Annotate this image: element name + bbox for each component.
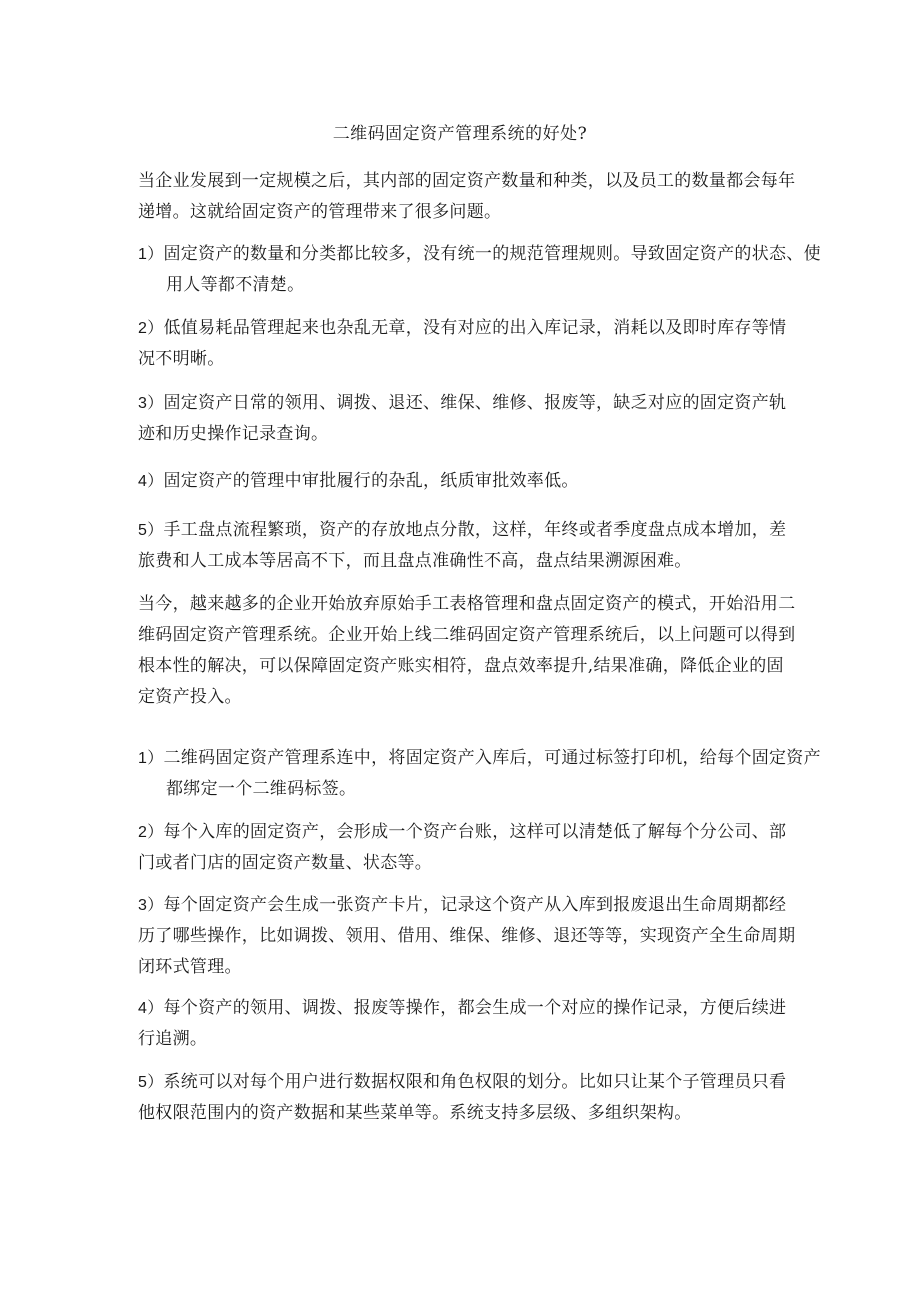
problem-number: 2） xyxy=(138,320,164,337)
benefit-item-2 xyxy=(138,817,798,879)
problem-item-1 xyxy=(138,239,826,301)
problem-text: 手工盘点流程繁琐，资产的存放地点分散，这样，年终或者季度盘点成本增加，差旅费和人工成本等居高不下，而且盘点准确性不高，盘点结果溯源困难。 xyxy=(138,520,787,571)
problem-item-3 xyxy=(138,388,798,450)
benefit-number: 1） xyxy=(138,750,164,767)
benefit-item-4 xyxy=(138,993,798,1055)
benefit-number: 2） xyxy=(138,824,164,841)
intro-paragraph: 当企业发展到一定规模之后，其内部的固定资产数量和种类，以及员工的数量都会每年递增。这就给固定资产的管理带来了很多问题。 xyxy=(138,171,796,222)
problem-text: 固定资产的管理中审批履行的杂乱，纸质审批效率低。 xyxy=(163,471,579,491)
problem-text: 低值易耗品管理起来也杂乱无章，没有对应的出入库记录，消耗以及即时库存等情况不明晰。 xyxy=(138,318,787,369)
transition-paragraph: 当今，越来越多的企业开始放弃原始手工表格管理和盘点固定资产的模式，开始沿用二维码固定资产管理系统。企业开始上线二维码固定资产管理系统后，以上问题可以得到根本性的解决，可以保障固定资产账实相符，盘点效率提升,结果准确，降低企业的固定资产投入。 xyxy=(138,594,796,707)
problem-item-4 xyxy=(138,466,798,497)
problem-text: 固定资产的数量和分类都比较多，没有统一的规范管理规则。导致固定资产的状态、使用人等都不清楚。 xyxy=(163,244,821,295)
benefit-text: 每个资产的领用、调拨、报废等操作，都会生成一个对应的操作记录，方便后续进行追溯。 xyxy=(138,998,787,1049)
problem-item-5 xyxy=(138,515,798,577)
problem-number: 3） xyxy=(138,395,164,412)
benefit-number: 3） xyxy=(138,897,164,914)
benefit-text: 二维码固定资产管理系连中，将固定资产入库后，可通过标签打印机，给每个固定资产都绑定一个二维码标签。 xyxy=(163,748,821,799)
benefit-number: 4） xyxy=(138,1000,164,1017)
benefit-number: 5） xyxy=(138,1074,164,1091)
document-title: 二维码固定资产管理系统的好处? xyxy=(332,124,588,144)
benefit-item-3 xyxy=(138,890,798,983)
problem-text: 固定资产日常的领用、调拨、退还、维保、维修、报废等，缺乏对应的固定资产轨迹和历史操作记录查询。 xyxy=(138,393,787,444)
benefit-text: 系统可以对每个用户进行数据权限和角色权限的划分。比如只让某个子管理员只看他权限范围内的资产数据和某些菜单等。系统支持多层级、多组织架构。 xyxy=(138,1072,787,1123)
benefit-text: 每个入库的固定资产，会形成一个资产台账，这样可以清楚低了解每个分公司、部门或者门店的固定资产数量、状态等。 xyxy=(138,822,787,873)
problem-number: 5） xyxy=(138,522,164,539)
benefit-item-5 xyxy=(138,1067,798,1129)
problem-number: 1） xyxy=(138,246,164,263)
problem-item-2 xyxy=(138,313,798,375)
problem-number: 4） xyxy=(138,473,164,490)
benefit-text: 每个固定资产会生成一张资产卡片，记录这个资产从入库到报废退出生命周期都经历了哪些操作，比如调拨、领用、借用、维保、维修、退还等等，实现资产全生命周期闭环式管理。 xyxy=(138,895,796,977)
benefit-item-1 xyxy=(138,743,826,805)
